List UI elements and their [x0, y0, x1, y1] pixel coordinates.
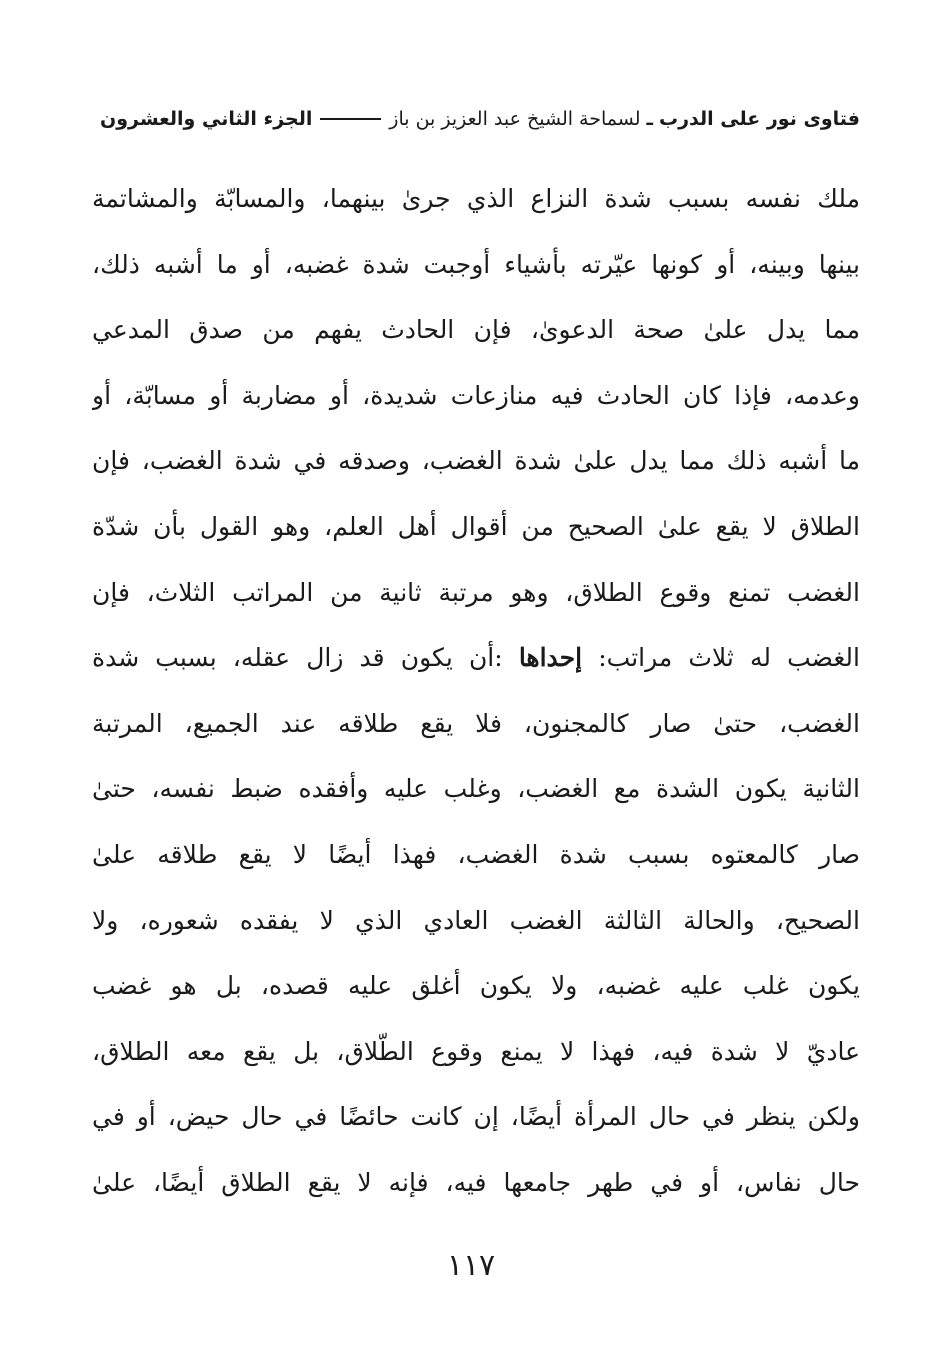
text-line-10: الثانية يكون الشدة مع الغضب، وغلب عليه وأفقده ضبط نفسه، حتىٰ	[92, 774, 860, 804]
page-number: ١١٧	[446, 1248, 496, 1283]
text-line-1: ملك نفسه بسبب شدة النزاع الذي جرىٰ بينهما، والمسابّة والمشاتمة	[92, 184, 860, 213]
emphasis-word: إحداها	[518, 643, 583, 673]
text-line-7: الغضب تمنع وقوع الطلاق، وهو مرتبة ثانية من المراتب الثلاث، فإن	[92, 577, 860, 607]
text-line-5: ما أشبه ذلك مما يدل علىٰ شدة الغضب، وصدقه في شدة الغضب، فإن	[92, 446, 860, 476]
text-line-15: ولكن ينظر في حال المرأة أيضًا، إن كانت حائضًا في حال حيض، أو في	[92, 1102, 860, 1132]
running-header	[100, 108, 860, 130]
text-line-14: عاديّ لا شدة فيه، فهذا لا يمنع وقوع الطّلاق، بل يقع معه الطلاق،	[92, 1036, 860, 1066]
text-line-4: وعدمه، فإذا كان الحادث فيه منازعات شديدة، أو مضاربة أو مسابّة، أو	[92, 380, 860, 410]
text-line-6: الطلاق لا يقع علىٰ الصحيح من أقوال أهل العلم، وهو القول بأن شدّة	[92, 511, 860, 541]
author-name: لسماحة الشيخ عبد العزيز بن باز	[389, 108, 641, 130]
text-line-8	[92, 625, 860, 691]
line8-end: :أن يكون قد زال عقله، بسبب شدة	[92, 643, 503, 673]
text-line-2: بينها وبينه، أو كونها عيّرته بأشياء أوجبت شدة غضبه، أو ما أشبه ذلك،	[92, 249, 860, 279]
text-line-9: الغضب، حتىٰ صار كالمجنون، فلا يقع طلاقه عند الجميع، المرتبة	[92, 708, 860, 738]
text-line-11: صار كالمعتوه بسبب شدة الغضب، فهذا أيضًا لا يقع طلاقه علىٰ	[92, 839, 860, 869]
text-line-12: الصحيح، والحالة الثالثة الغضب العادي الذي لا يفقده شعوره، ولا	[92, 905, 860, 935]
text-line-13: يكون غلب عليه غضبه، ولا يكون أغلق عليه قصده، بل هو غضب	[92, 971, 860, 1001]
text-line-16: حال نفاس، أو في طهر جامعها فيه، فإنه لا يقع الطلاق أيضًا، علىٰ	[92, 1167, 860, 1197]
text-line-3: مما يدل علىٰ صحة الدعوىٰ، فإن الحادث يفهم من صدق المدعي	[92, 315, 860, 345]
book-title: فتاوى نور على الدرب	[659, 108, 860, 130]
header-rule	[320, 118, 381, 120]
body-text	[92, 166, 860, 1216]
header-separator: ـ	[646, 108, 653, 130]
volume-part: الجزء الثاني والعشرون	[100, 108, 313, 130]
line8-start: الغضب له ثلاث مراتب:	[598, 643, 860, 673]
